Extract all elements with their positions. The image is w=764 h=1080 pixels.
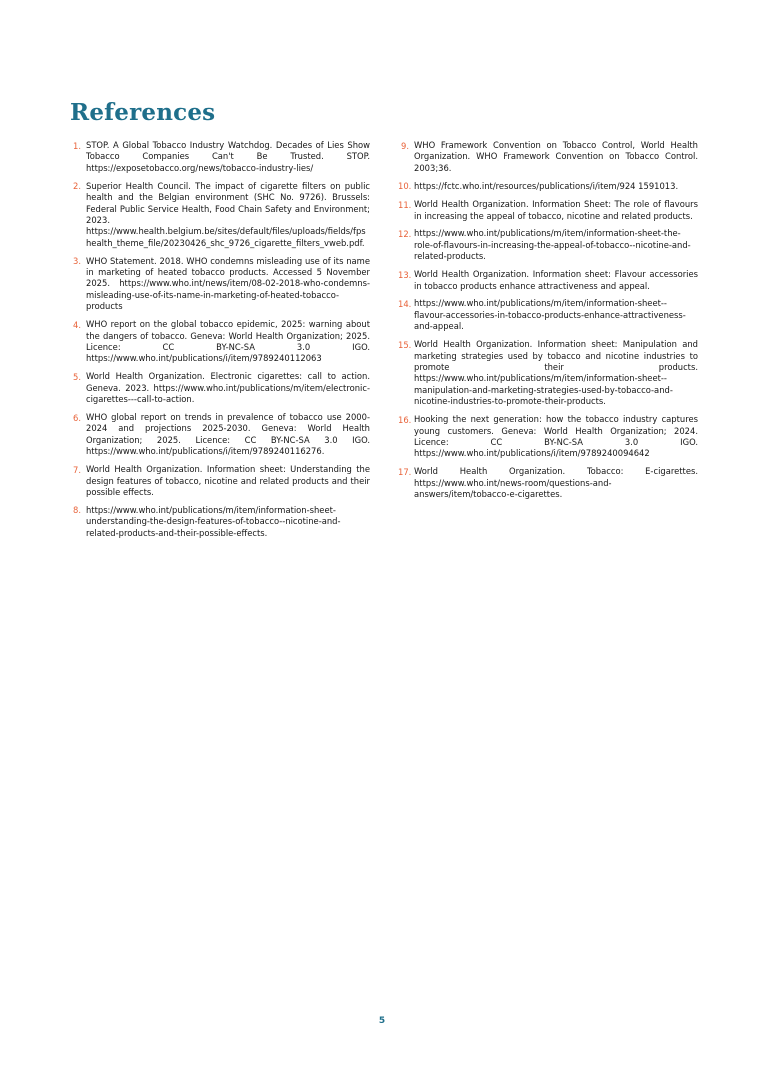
list-item [70, 505, 370, 539]
reference-number: 3. [73, 256, 81, 267]
reference-text: https://www.who.int/publications/m/item/information-sheet-understanding-the-design-features-of-tobacco--nicotine-and-related-products-and-their-possible-effects. [86, 504, 341, 538]
list-item [398, 199, 698, 222]
reference-number: 13. [398, 269, 412, 280]
list-item [70, 319, 370, 365]
reference-text: WHO Statement. 2018. WHO condemns misleading use of its name in marketing of heated tobacco products. Accessed 5 November 2025. https://www.who.int/news/item/08-02-2018-who-condemns-misleading-use-of-its-name-in-marketing-of-heated-tobacco-products [86, 255, 370, 312]
page-number: 5 [378, 1016, 386, 1026]
reference-text: WHO Framework Convention on Tobacco Control, World Health Organization. WHO Framework Convention on Tobacco Control. 2003;36. [414, 140, 698, 173]
list-item [70, 464, 370, 498]
list-item [398, 181, 698, 193]
list-item [70, 371, 370, 405]
reference-number: 15. [398, 339, 412, 350]
reference-text: STOP. A Global Tobacco Industry Watchdog. Decades of Lies Show Tobacco Companies Can't Be Trusted. STOP. https://exposetobacco.org/news/tobacco-industry-lies/ [86, 140, 370, 173]
reference-text: World Health Organization. Information sheet: Understanding the design features of tobacco, nicotine and related products and their possible effects. [86, 464, 370, 497]
reference-number: 17. [398, 466, 412, 477]
reference-text: WHO global report on trends in prevalence of tobacco use 2000-2024 and projections 2025-2030. Geneva: World Health Organization; 2025. Licence: CC BY-NC-SA 3.0 IGO. https://www.who.int/publications/i/item/9789240116276. [86, 412, 370, 457]
reference-text: Superior Health Council. The impact of cigarette filters on public health and the Belgian environment (SHC No. 9726). Brussels: Federal Public Service Health, Food Chain Safety and Environment; 2023. https://www.health.belgium.be/sites/default/files/uploads/fields/fpshealth_theme_file/20230426_shc_9726_cigarette_filters_vweb.pdf. [86, 180, 370, 248]
list-item [398, 414, 698, 460]
page-title: References [70, 99, 216, 127]
reference-list-right [398, 140, 698, 500]
reference-text: Hooking the next generation: how the tobacco industry captures young customers. Geneva: World Health Organization; 2024. Licence: CC BY-NC-SA 3.0 IGO. https://www.who.int/publications/i/item/9789240094642 [414, 414, 698, 459]
list-item [398, 228, 698, 262]
list-item [398, 466, 698, 500]
reference-number: 2. [73, 181, 81, 192]
reference-list-left [70, 140, 370, 539]
reference-text: WHO report on the global tobacco epidemic, 2025: warning about the dangers of tobacco. Geneva: World Health Organization; 2025. Licence: CC BY-NC-SA 3.0 IGO. https://www.who.int/publications/i/item/9789240112063 [86, 319, 370, 364]
reference-number: 4. [73, 319, 81, 330]
reference-text: https://www.who.int/publications/m/item/information-sheet-the-role-of-flavours-in-increasing-the-appeal-of-tobacco--nicotine-and-related-products. [414, 228, 691, 262]
reference-number: 6. [73, 412, 81, 423]
list-item [70, 256, 370, 313]
list-item [70, 412, 370, 458]
references-columns [70, 140, 698, 546]
reference-number: 12. [398, 228, 412, 239]
reference-text: World Health Organization. Information sheet: Manipulation and marketing strategies used by tobacco and nicotine industries to promote their products. https://www.who.int/publications/m/item/information-sheet--manipulation-and-marketing-strategies-used-by-tobacco-and-nicotine-industries-to-promote-their-products. [414, 339, 698, 407]
reference-text: World Health Organization. Information sheet: Flavour accessories in tobacco products enhance attractiveness and appeal. [414, 269, 698, 291]
references-column-right [398, 140, 698, 546]
references-column-left [70, 140, 370, 546]
list-item [398, 298, 698, 332]
list-item [398, 269, 698, 292]
list-item [398, 339, 698, 407]
reference-text: https://www.who.int/publications/m/item/information-sheet--flavour-accessories-in-tobacco-products-enhance-attractiveness-and-appeal. [414, 298, 686, 332]
reference-number: 5. [73, 371, 81, 382]
reference-number: 16. [398, 414, 412, 425]
reference-text: World Health Organization. Information Sheet: The role of flavours in increasing the appeal of tobacco, nicotine and related products. [414, 199, 698, 221]
reference-number: 7. [73, 464, 81, 475]
reference-number: 9. [401, 140, 409, 151]
reference-number: 11. [398, 199, 412, 210]
reference-text: World Health Organization. Tobacco: E-cigarettes. https://www.who.int/news-room/questions-and-answers/item/tobacco-e-cigarettes. [414, 466, 698, 500]
reference-number: 14. [398, 298, 412, 309]
reference-number: 8. [73, 505, 81, 516]
reference-number: 10. [398, 181, 412, 192]
list-item [70, 140, 370, 174]
list-item [70, 181, 370, 249]
reference-text: World Health Organization. Electronic cigarettes: call to action. Geneva. 2023. https://www.who.int/publications/m/item/electronic-cigarettes---call-to-action. [86, 371, 370, 405]
reference-text: https://fctc.who.int/resources/publications/i/item/924 1591013. [414, 180, 679, 191]
reference-number: 1. [73, 140, 81, 151]
list-item [398, 140, 698, 174]
